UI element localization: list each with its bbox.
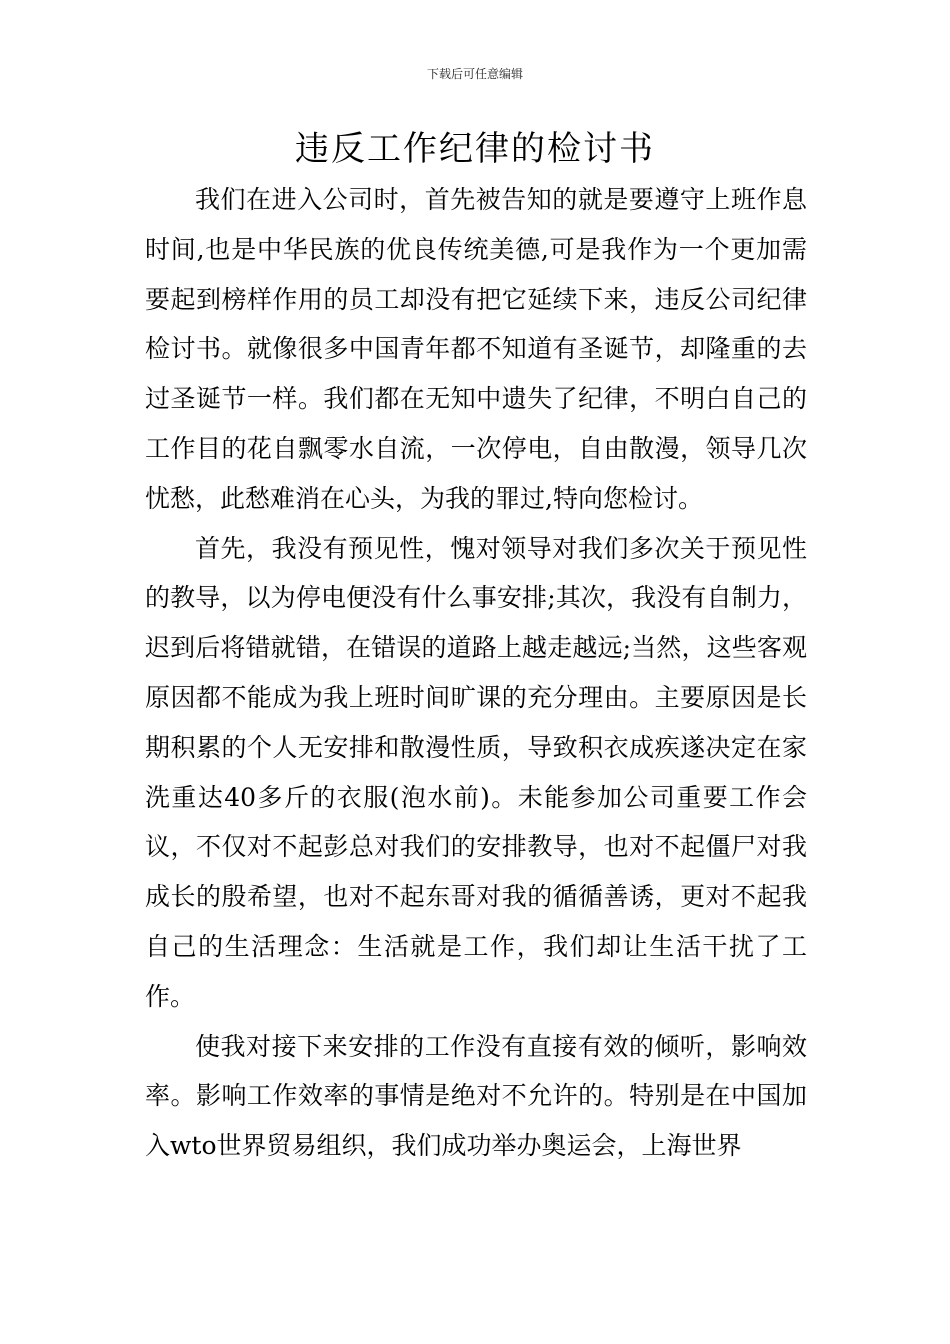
header-note: 下载后可任意编辑 <box>426 67 523 81</box>
document-title: 违反工作纪律的检讨书 <box>295 129 655 169</box>
paragraph-2: 首先，我没有预见性，愧对领导对我们多次关于预见性的教导，以为停电便没有什么事安排;其次，我没有自制力，迟到后将错就错，在错误的道路上越走越远;当然，这些客观原因都不能成为我上班时间旷课的充分理由。主要原因是长期积累的个人无安排和散漫性质，导致积衣成疾遂决定在家洗重达40多斤的衣服(泡水前)。未能参加公司重要工作会议，不仅对不起彭总对我们的安排教导，也对不起僵尸对我成长的殷希望，也对不起东哥对我的循循善诱，更对不起我自己的生活理念：生活就是工作，我们却让生活干扰了工作。 <box>145 533 807 1011</box>
paragraph-1: 我们在进入公司时，首先被告知的就是要遵守上班作息时间,也是中华民族的优良传统美德,可是我作为一个更加需要起到榜样作用的员工却没有把它延续下来，违反公司纪律检讨书。就像很多中国青年都不知道有圣诞节，却隆重的去过圣诞节一样。我们都在无知中遗失了纪律，不明白自己的工作目的花自飘零水自流，一次停电，自由散漫，领导几次忧愁，此愁难消在心头，为我的罪过,特向您检讨。 <box>145 185 807 513</box>
paragraph-3: 使我对接下来安排的工作没有直接有效的倾听，影响效率。影响工作效率的事情是绝对不允许的。特别是在中国加入wto世界贸易组织，我们成功举办奥运会，上海世界 <box>145 1031 807 1161</box>
document-body <box>145 175 807 1171</box>
